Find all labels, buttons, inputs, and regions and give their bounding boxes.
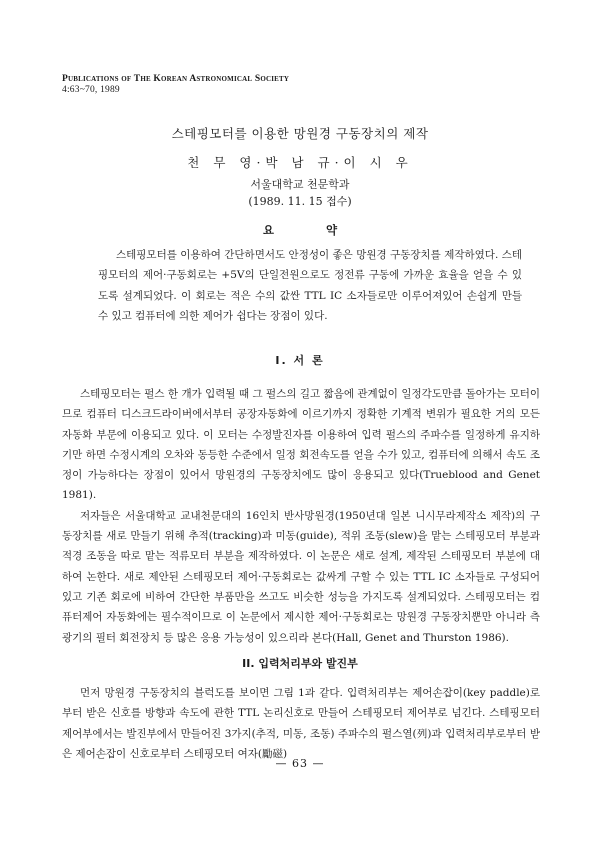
- abstract: [98, 245, 522, 326]
- author-list: 천 무 영·박 남 규·이 시 우: [187, 155, 413, 170]
- journal-citation: 4:63~70, 1989: [62, 85, 120, 95]
- introduction-body: [62, 384, 540, 648]
- paragraph: 스테핑모터는 펄스 한 개가 입력될 때 그 펄스의 길고 짧음에 관계없이 일정각도만큼 돌아가는 모터이므로 컴퓨터 디스크드라이버에서부터 공장자동화에 이르기까지 정확한 기계적 변위가 필요한 거의 모든 자동화 부문에 이용되고 있다. 이 모터는 수정발진자를 이용하여 입력 펄스의 주파수를 일정하게 유지하기만 하면 수정시계의 오차와 동등한 수준에서 일정 회전속도를 얻을 수가 있고, 컴퓨터에 의해서 속도 조정이 가능하다는 장점이 있어서 망원경의 구동장치에도 많이 응용되고 있다(Trueblood and Genet 1981).: [62, 388, 540, 502]
- abstract-text: 스테핑모터를 이용하여 간단하면서도 안정성이 좋은 망원경 구동장치를 제작하였다. 스테핑모터의 제어·구동회로는 +5V의 단일전원으로도 정전류 구동에 가까운 효율을 얻을 수 있도록 설계되었다. 이 회로는 적은 수의 값싼 TTL IC 소자들로만 이루어져있어 손쉽게 만들 수 있고 컴퓨터에 의한 제어가 쉽다는 장점이 있다.: [98, 249, 522, 322]
- section2-body: [62, 683, 540, 764]
- affiliation: 서울대학교 천문학과: [250, 178, 350, 191]
- journal-header: [62, 74, 289, 96]
- received-date: (1989. 11. 15 접수): [248, 195, 352, 208]
- journal-name: Publications of The Korean Astronomical Society: [62, 74, 290, 84]
- abstract-heading: 요 약: [262, 223, 362, 237]
- section-heading-introduction: I. 서 론: [275, 354, 325, 367]
- paper-title: 스테핑모터를 이용한 망원경 구동장치의 제작: [171, 126, 429, 141]
- paragraph: 먼저 망원경 구동장치의 블럭도를 보이면 그림 1과 같다. 입력처리부는 제어손잡이(key paddle)로부터 받은 신호를 방향과 속도에 관한 TTL 논리신호로 만들어 스테핑모터 제어부로 넘긴다. 스테핑모터 제어부에서는 발진부에서 만들어진 3가지(추적, 미동, 조동) 주파수의 펄스열(列)과 입력처리부로부터 받은 제어손잡이 신호로부터 스테핑모터 여자(勵磁): [62, 687, 540, 760]
- section-heading-input-oscillator: II. 입력처리부와 발진부: [242, 657, 358, 670]
- paragraph: 저자들은 서울대학교 교내천문대의 16인치 반사망원경(1950년대 일본 니시무라제작소 제작)의 구동장치를 새로 만들기 위해 추적(tracking)과 미동(guide), 적위 조동(slew)을 맡는 스테핑모터 부분과 적경 조동을 따로 맡는 적류모터 부분을 제작하였다. 이 논문은 새로 설계, 제작된 스테핑모터 부분에 대하여 논한다. 새로 제안된 스테핑모터 제어·구동회로는 값싸게 구할 수 있는 TTL IC 소자들로 구성되어 있고 기존 회로에 비하여 간단한 부품만을 쓰고도 비슷한 성능을 가지도록 설계되었다. 스테핑모터는 컴퓨터제어 자동화에는 필수적이므로 이 논문에서 제시한 제어·구동회로는 망원경 구동장치뿐만 아니라 측광기의 필터 회전장치 등 많은 응용 가능성이 있으리라 본다(Hall, Genet and Thurston 1986).: [62, 509, 540, 644]
- page-number: — 63 —: [275, 757, 325, 770]
